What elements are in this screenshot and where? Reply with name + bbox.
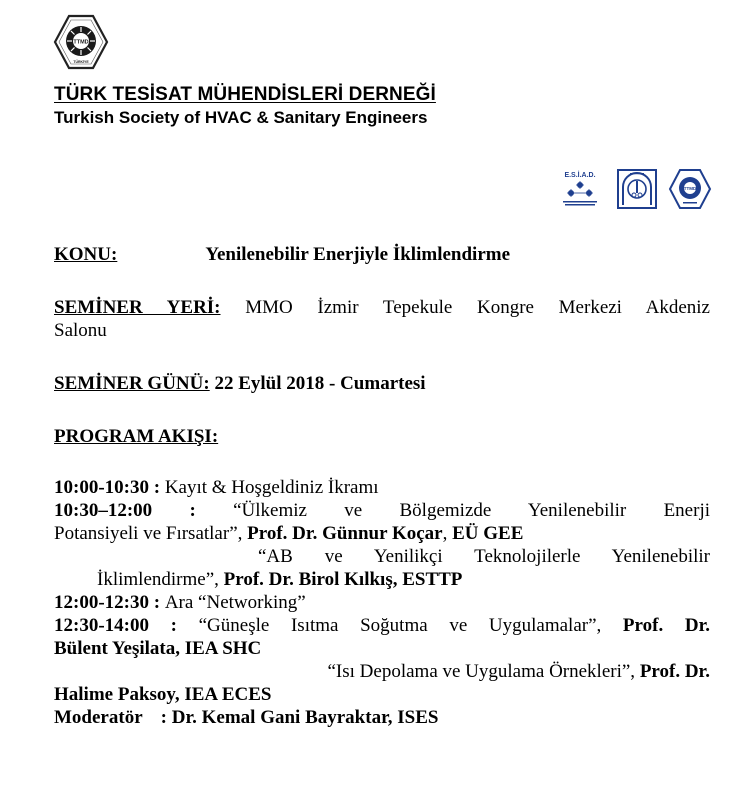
yer-value-line1: MMO İzmir Tepekule Kongre Merkezi Akdeniz [245, 297, 710, 318]
logo-bottom-text: TÜRKİYE [73, 60, 89, 64]
program-talk-cont: İklimlendirme”, [97, 569, 224, 590]
program-item-cont [54, 568, 710, 591]
program-comma: , [442, 523, 453, 544]
program-speaker: Prof. Dr. Birol Kılkış, ESTTP [223, 569, 463, 590]
program-talk: “Güneşle Isıtma Soğutma ve Uygulamalar”, [198, 615, 623, 636]
esiad-logo-text: E.S.İ.A.D. [564, 172, 596, 179]
program-sep: : [189, 500, 196, 521]
program-time: 10:00-10:30 [54, 477, 149, 498]
program-sep: : [148, 477, 165, 498]
program-sep: : [148, 615, 199, 636]
yer-label: SEMİNER YERİ: [54, 297, 221, 318]
ttmd-logo-small-icon [668, 168, 712, 215]
program-item-cont [54, 522, 710, 545]
konu-label: KONU: [54, 244, 118, 265]
ttmd-logo-icon [52, 13, 110, 71]
program-item [54, 545, 710, 568]
moderator-sep: : [160, 707, 172, 728]
program-time: 10:30–12:00 [54, 500, 153, 521]
yer-row [54, 296, 710, 319]
ttmd-small-logo-text: TTMD [683, 186, 697, 191]
program-text: Kayıt & Hoşgeldiniz İkramı [164, 477, 379, 498]
program-talk: “Ülkemiz ve Bölgemizde Yenilenebilir Enerji [233, 500, 710, 521]
program-talk: “AB ve Yenilikçi Teknolojilerle Yenilenebilir [258, 546, 710, 567]
program-item [54, 476, 710, 499]
program-item [54, 660, 710, 683]
yer-value-line2: Salonu [54, 320, 107, 341]
program-speaker-cont: Bülent Yeşilata, IEA SHC [54, 638, 262, 659]
mmo-logo-icon [617, 169, 657, 214]
program-affiliation: EÜ GEE [452, 523, 524, 544]
program-item [54, 499, 710, 522]
program-speaker: Prof. Dr. Günnur Koçar [247, 523, 443, 544]
partner-logos [553, 168, 713, 212]
konu-value: Yenilenebilir Enerjiyle İklimlendirme [205, 244, 511, 265]
program-speaker-cont: Halime Paksoy, IEA ECES [54, 684, 272, 705]
seminar-document [54, 243, 710, 729]
program-text: Ara “Networking” [164, 592, 306, 613]
gun-row [54, 372, 710, 395]
org-name-en: Turkish Society of HVAC & Sanitary Engineers [54, 108, 428, 127]
program-time: 12:00-12:30 [54, 592, 149, 613]
program-speaker: Prof. Dr. [622, 615, 711, 636]
esiad-logo-icon [553, 168, 607, 215]
program-speaker: Prof. Dr. [639, 661, 710, 682]
gun-value: 22 Eylül 2018 - Cumartesi [214, 373, 426, 394]
konu-row [54, 243, 710, 266]
logo-text: TTMD [73, 39, 89, 46]
program-sep: : [148, 592, 165, 613]
moderator-row [54, 706, 710, 729]
organization-header [54, 84, 714, 129]
org-name-tr: TÜRK TESİSAT MÜHENDİSLERİ DERNEĞİ [54, 84, 436, 105]
program-item [54, 614, 710, 637]
program-talk: “Isı Depolama ve Uygulama Örnekleri”, [327, 661, 640, 682]
gun-label: SEMİNER GÜNÜ: [54, 373, 210, 394]
moderator-label: Moderatör [54, 707, 143, 728]
program-item [54, 591, 710, 614]
program-talk-cont: Potansiyeli ve Fırsatlar”, [54, 523, 248, 544]
program-title: PROGRAM AKIŞI: [54, 426, 219, 447]
moderator-value: Dr. Kemal Gani Bayraktar, ISES [171, 707, 439, 728]
program-time: 12:30-14:00 [54, 615, 149, 636]
